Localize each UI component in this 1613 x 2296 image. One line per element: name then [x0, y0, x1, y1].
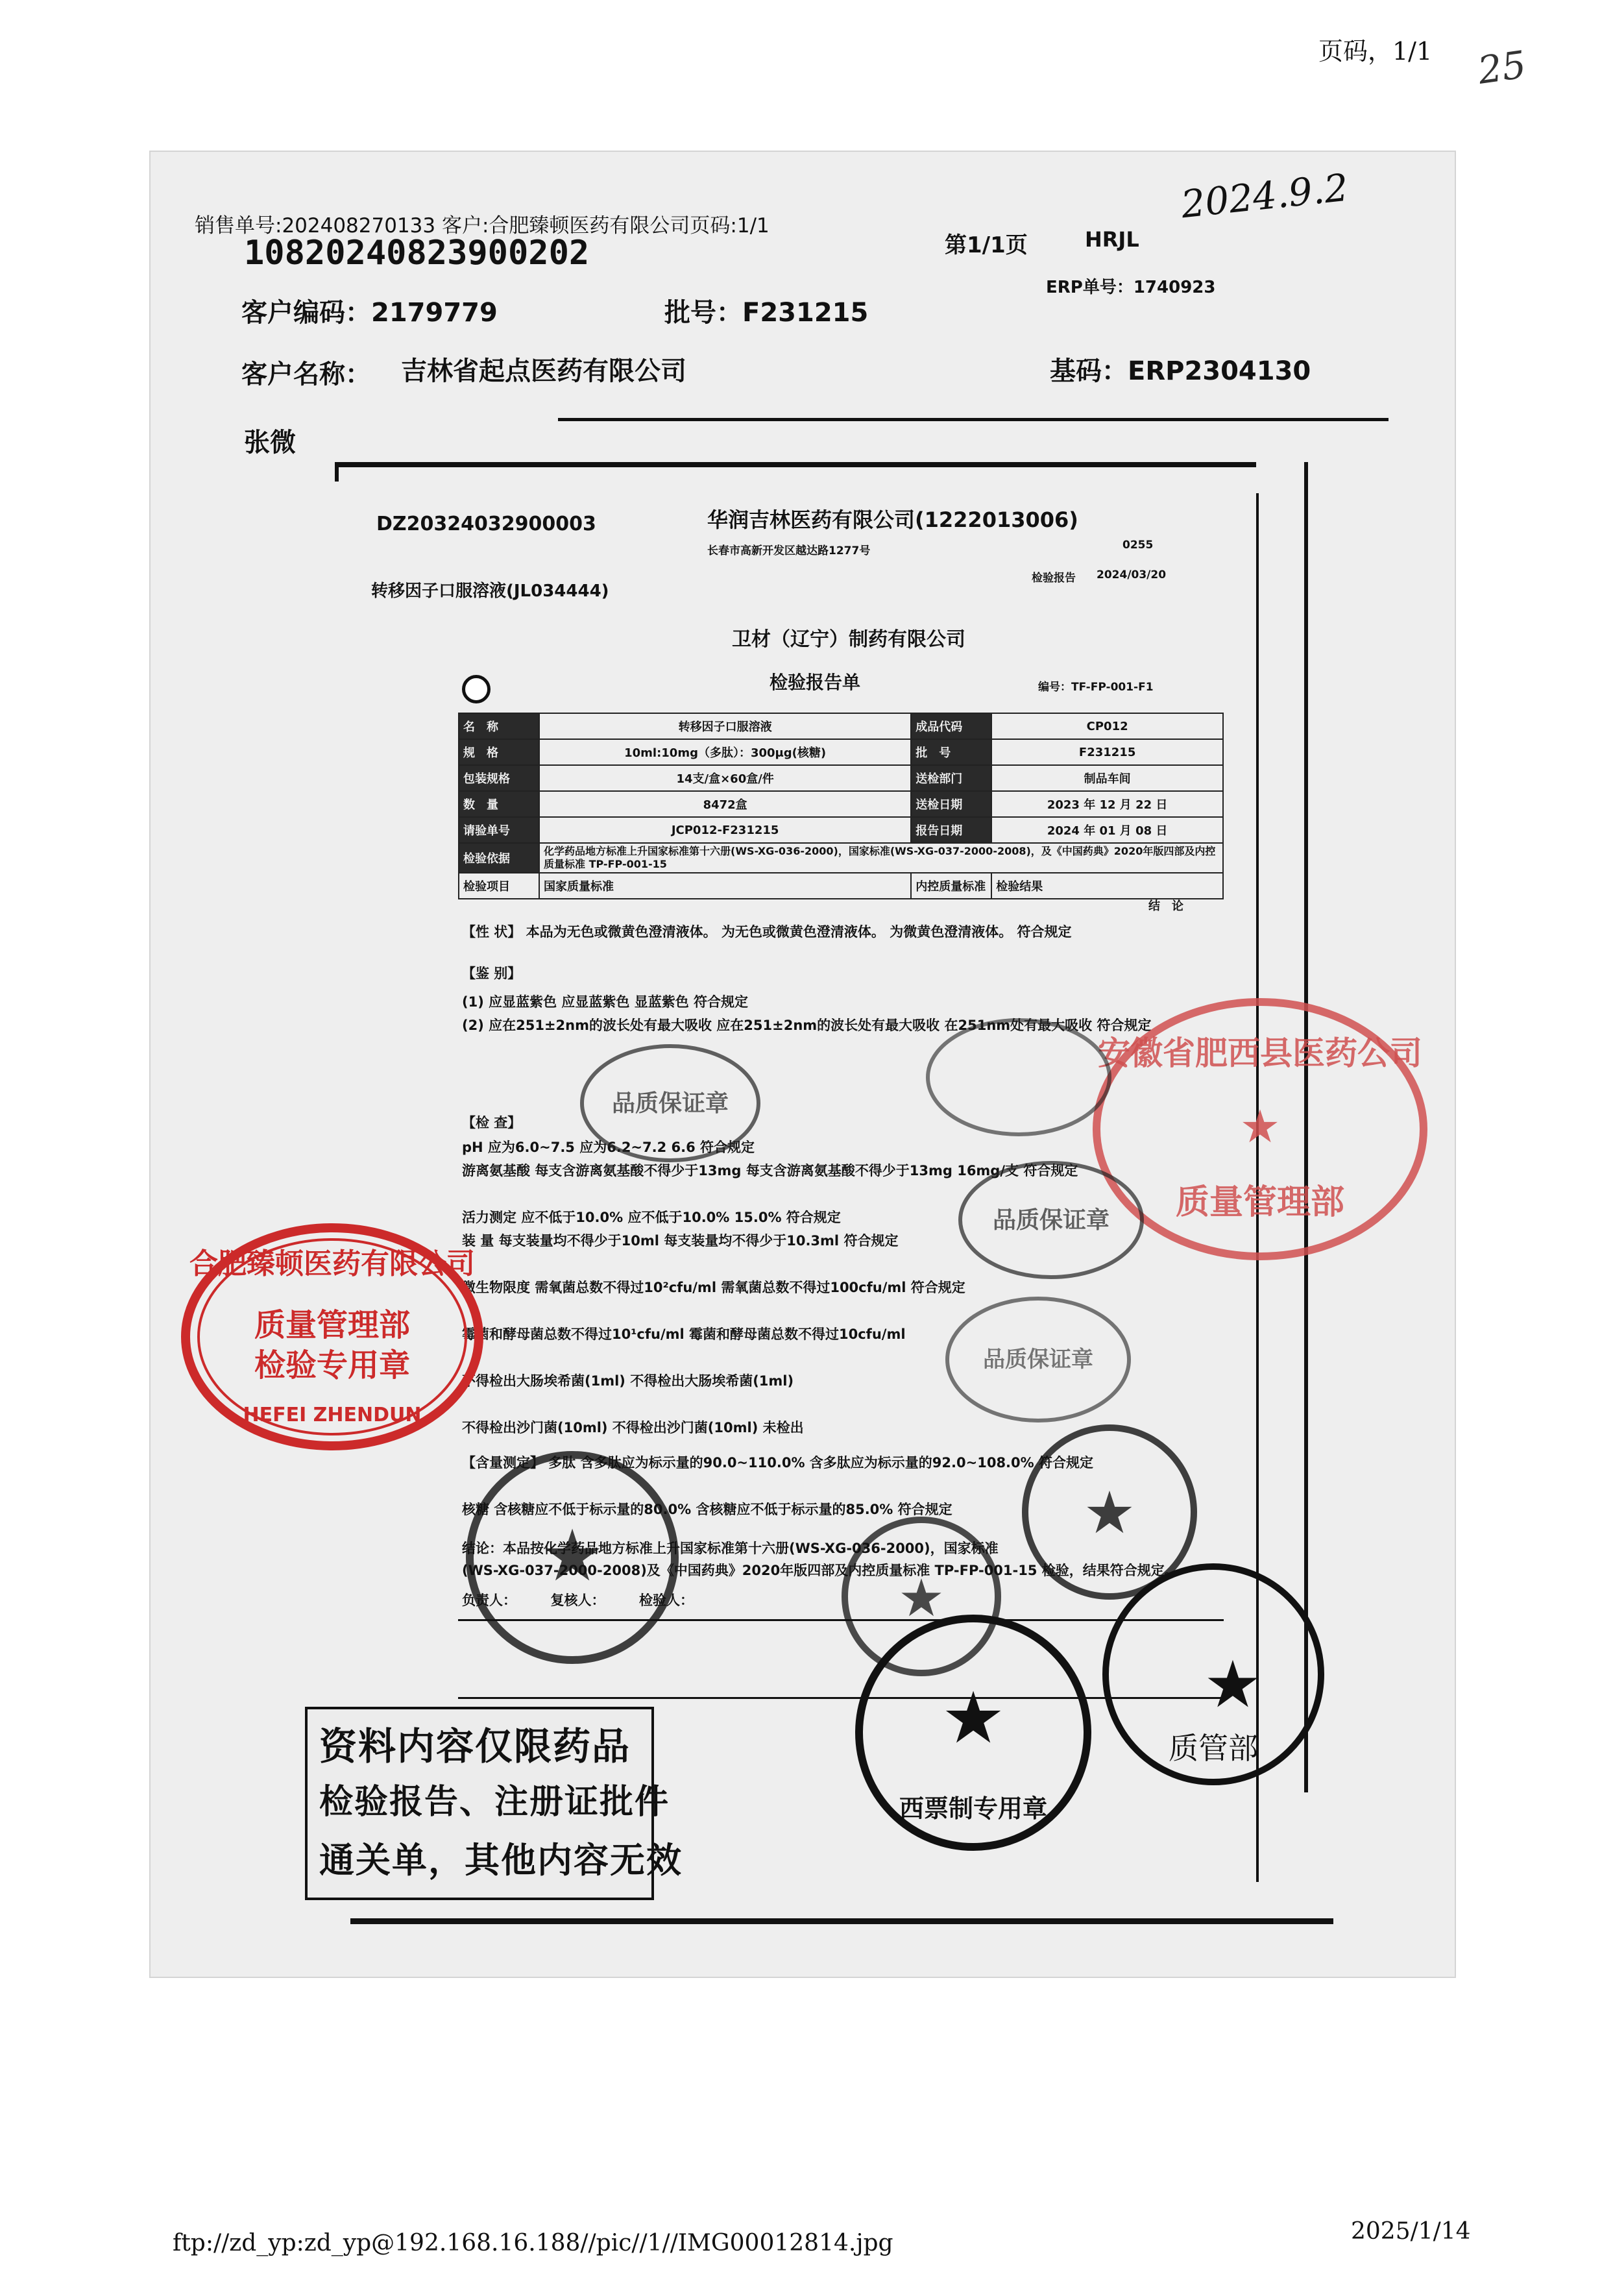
table-cell: 制品车间 [991, 765, 1223, 791]
column-header: 检验结果 [991, 873, 1223, 899]
customer-code: 客户编码：2179779 [241, 298, 498, 328]
table-cell: 转移因子口服溶液 [539, 713, 911, 739]
body-line: 活力测定 应不低于10.0% 应不低于10.0% 15.0% 符合规定 [462, 1210, 841, 1225]
quality-seal-label: 品质保证章 [983, 1347, 1093, 1373]
stamp-dept: 质量管理部 [254, 1307, 411, 1343]
code-hrjl: HRJL [1085, 227, 1139, 252]
table-cell: 批 号 [911, 739, 991, 765]
table-cell: 名 称 [459, 713, 539, 739]
inner-top-border [335, 462, 1256, 467]
table-row [459, 843, 1223, 873]
doc-number: DZ20324032900003 [376, 513, 596, 535]
erp-number: ERP单号：1740923 [1046, 278, 1216, 297]
body-line: (1) 应显蓝紫色 应显蓝紫色 显蓝紫色 符合规定 [462, 994, 749, 1010]
table-cell: 包装规格 [459, 765, 539, 791]
quality-seal [941, 1291, 1135, 1428]
stamp-company-name: 合肥臻顿医药有限公司 [189, 1247, 475, 1280]
table-row [459, 713, 1223, 739]
body-line: 【检 查】 [462, 1115, 522, 1130]
star-icon: ★ [1239, 1100, 1281, 1153]
star-icon: ★ [1204, 1646, 1262, 1722]
table-cell: F231215 [991, 739, 1223, 765]
stamp-county-dept: 质量管理部 [1175, 1183, 1345, 1222]
table-cell: 8472盒 [539, 791, 911, 817]
inner-bottom-border [350, 1918, 1333, 1924]
batch-number: 批号：F231215 [664, 298, 869, 328]
base-code: 基码：ERP2304130 [1050, 356, 1311, 386]
table-cell: 规 格 [459, 739, 539, 765]
table-cell: JCP012-F231215 [539, 817, 911, 843]
table-cell: 成品代码 [911, 713, 991, 739]
table-cell: CP012 [991, 713, 1223, 739]
notice-line: 资料内容仅限药品 [319, 1724, 631, 1768]
person-name: 张微 [244, 428, 296, 458]
inner-left-border [335, 462, 339, 482]
body-line: pH 应为6.0~7.5 应为6.2~7.2 6.6 符合规定 [462, 1140, 755, 1155]
table-cell: 化学药品地方标准上升国家标准第十六册(WS-XG-036-2000)，国家标准(WS-XG-037-2000-2008)，及《中国药典》2020年版四部及内控质量标准 TP-FP-001-15 [539, 843, 1223, 873]
doc-report-date: 2024/03/20 [1097, 568, 1167, 581]
doc-report-label: 检验报告 [1032, 572, 1076, 585]
body-line: 核糖 含核糖应不低于标示量的80.0% 含核糖应不低于标示量的85.0% 符合规定 [462, 1502, 952, 1517]
body-line: 装 量 每支装量均不得少于10ml 每支装量均不得少于10.3ml 符合规定 [462, 1233, 899, 1249]
doc-manufacturer: 卫材（辽宁）制药有限公司 [732, 628, 965, 651]
column-header: 检验项目 [459, 873, 539, 899]
body-line: 负责人： 复核人： 检验人： [462, 1593, 694, 1608]
barcode-number: 10820240823900202 [244, 234, 590, 273]
round-seal [462, 1447, 683, 1668]
customer-name-label: 客户名称： [241, 360, 371, 389]
report-table [458, 713, 1224, 899]
quality-seal [576, 1038, 764, 1168]
round-seal-dept [1097, 1557, 1330, 1830]
table-cell: 送检部门 [911, 765, 991, 791]
body-line: 游离氨基酸 每支含游离氨基酸不得少于13mg 每支含游离氨基酸不得少于13mg 16mg/支 符合规定 [462, 1163, 1078, 1179]
doc-report-title: 检验报告单 [770, 672, 861, 693]
star-icon: ★ [1083, 1479, 1136, 1547]
handwritten-page-mark: 25 [1475, 42, 1529, 93]
body-line: 【含量测定】 多肽 含多肽应为标示量的90.0~110.0% 含多肽应为标示量的92.0~108.0% 符合规定 [462, 1455, 1093, 1471]
star-icon: ★ [941, 1676, 1006, 1759]
table-cell: 请验单号 [459, 817, 539, 843]
table-row [459, 739, 1223, 765]
quality-seal [954, 1155, 1148, 1285]
sales-order-line: 销售单号:202408270133 客户:合肥臻顿医药有限公司页码:1/1 [195, 214, 770, 238]
table-cell: 2024 年 01 月 08 日 [991, 817, 1223, 843]
table-cell: 14支/盒×60盒/件 [539, 765, 911, 791]
quality-seal-label: 品质保证章 [992, 1207, 1110, 1234]
validity-notice-stamp [305, 1707, 683, 1900]
body-line: (WS-XG-037-2000-2008)及《中国药典》2020年版四部及内控质量标准 TP-FP-001-15 检验，结果符合规定。 [462, 1563, 1178, 1578]
table-cell: 检验依据 [459, 843, 539, 873]
doc-form-code: 编号：TF-FP-001-F1 [1038, 681, 1154, 694]
body-line: 微生物限度 需氧菌总数不得过10²cfu/ml 需氧菌总数不得过100cfu/ml 符合规定 [462, 1280, 965, 1295]
body-line: 不得检出沙门菌(10ml) 不得检出沙门菌(10ml) 未检出 [462, 1420, 804, 1435]
table-cell: 数 量 [459, 791, 539, 817]
conclusion-column-header: 结 论 [1148, 899, 1183, 913]
print-date: 2025/1/14 [1351, 2218, 1471, 2245]
page-info: 第1/1页 [945, 232, 1028, 258]
body-line: 不得检出大肠埃希菌(1ml) 不得检出大肠埃希菌(1ml) [462, 1373, 794, 1389]
page-number: 页码，1/1 [1318, 37, 1433, 66]
doc-product: 转移因子口服溶液(JL034444) [371, 581, 609, 601]
divider [558, 418, 1389, 421]
table-row [459, 765, 1223, 791]
body-line: 结论：本品按化学药品地方标准上升国家标准第十六册(WS-XG-036-2000)，国家标准 [462, 1541, 999, 1556]
table-header-row [459, 873, 1223, 899]
body-line: (2) 应在251±2nm的波长处有最大吸收 应在251±2nm的波长处有最大吸收 在251nm处有最大吸收 符合规定 [462, 1018, 1152, 1033]
doc-address: 长春市高新开发区越达路1277号 [707, 544, 871, 557]
table-row [459, 791, 1223, 817]
table-cell: 送检日期 [911, 791, 991, 817]
quality-dept-label: 质管部 [1169, 1731, 1258, 1766]
stamp-purpose: 检验专用章 [254, 1347, 411, 1384]
doc-company: 华润吉林医药有限公司(1222013006) [707, 507, 1078, 532]
column-header: 内控质量标准 [911, 873, 991, 899]
invoice-seal [850, 1609, 1097, 1856]
table-cell: 10ml:10mg（多肽）：300μg(核糖) [539, 739, 911, 765]
file-path: ftp://zd_yp:zd_yp@192.168.16.188//pic//1//IMG00012814.jpg [173, 2230, 893, 2256]
notice-line: 检验报告、注册证批件 [319, 1782, 670, 1822]
stamp-county-name: 安徽省肥西县医药公司 [1098, 1034, 1422, 1072]
company-quality-stamp [176, 1220, 488, 1454]
body-line: 【性 状】 本品为无色或微黄色澄清液体。 为无色或微黄色澄清液体。 为微黄色澄清液体。 符合规定 [462, 924, 1072, 940]
customer-name: 吉林省起点医药有限公司 [401, 356, 686, 386]
stamp-latin: HEFEI ZHENDUN [243, 1404, 422, 1426]
column-header: 国家质量标准 [539, 873, 911, 899]
body-line: 霉菌和酵母菌总数不得过10¹cfu/ml 霉菌和酵母菌总数不得过10cfu/ml [462, 1326, 906, 1342]
star-icon: ★ [540, 1514, 605, 1597]
notice-line: 通关单，其他内容无效 [319, 1839, 683, 1881]
doc-page-no: 0255 [1122, 539, 1154, 552]
table-cell: 2023 年 12 月 22 日 [991, 791, 1223, 817]
table-cell: 报告日期 [911, 817, 991, 843]
handwritten-date: 2024.9.2 [1179, 165, 1351, 227]
body-line: 【鉴 别】 [462, 966, 522, 981]
quality-seal-label: 品质保证章 [611, 1090, 729, 1117]
invoice-seal-label: 西票制专用章 [899, 1794, 1048, 1823]
star-icon: ★ [898, 1568, 945, 1628]
quality-seal [921, 1012, 1116, 1142]
doc-corner-icon [462, 675, 491, 703]
table-row [459, 817, 1223, 843]
